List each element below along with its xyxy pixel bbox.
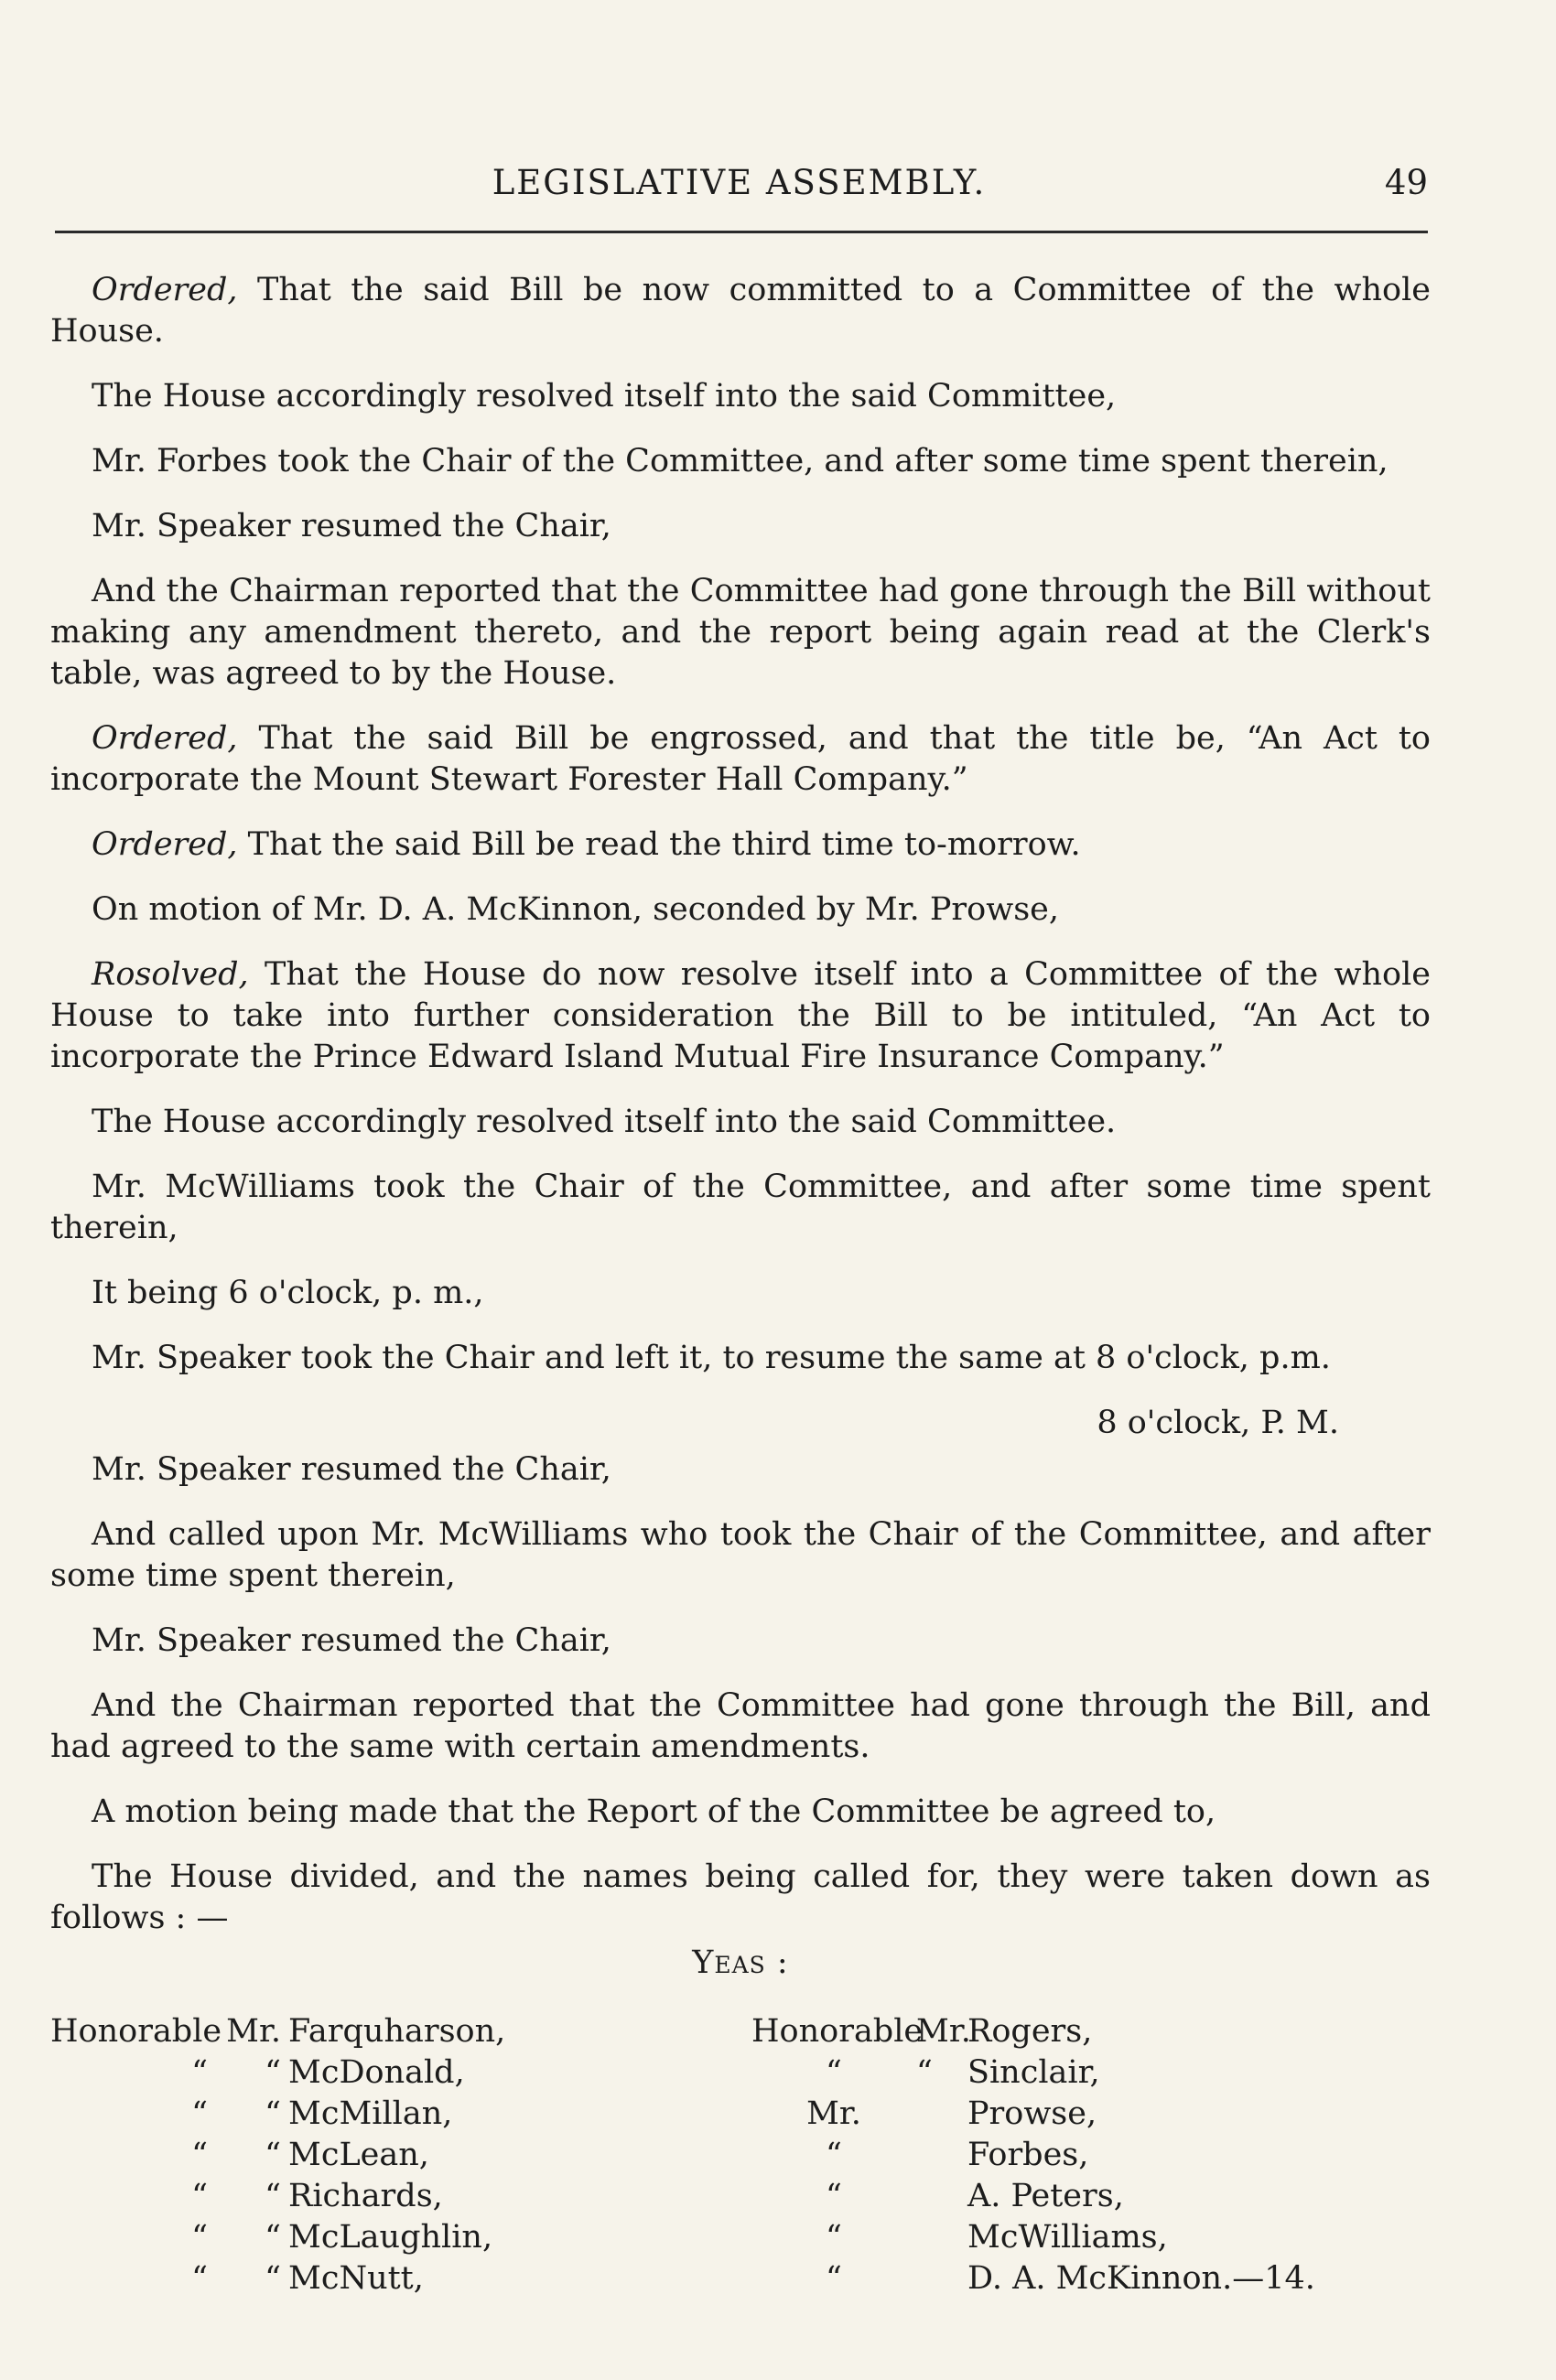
member-row [751, 2052, 1431, 2094]
paragraph: Mr. Speaker resumed the Chair, [92, 1451, 611, 1488]
member-row [751, 2094, 1431, 2135]
paragraph [50, 1167, 1431, 1249]
member-name: Prowse, [967, 2095, 1097, 2132]
member-row [50, 2258, 729, 2299]
member-name: D. A. McKinnon.—14. [967, 2260, 1315, 2297]
paragraph-text: The House accordingly resolved itself into the said Committee. [92, 1104, 1117, 1140]
member-prefix: “ [826, 2054, 842, 2091]
paragraph-lead: Ordered, [92, 720, 238, 757]
proceedings-part-1 [50, 270, 1431, 1379]
member-row [751, 2011, 1431, 2052]
member-prefix: “ [916, 2054, 933, 2091]
paragraph [50, 270, 1431, 352]
paragraph-text: The House accordingly resolved itself into the said Committee, [92, 378, 1117, 415]
paragraph [50, 824, 1431, 866]
member-name: McWilliams, [967, 2219, 1168, 2256]
paragraph-lead: Ordered, [92, 826, 238, 863]
journal-body [50, 270, 1431, 2299]
member-row [751, 2135, 1431, 2176]
member-prefix: “ [265, 2260, 281, 2297]
member-prefix: “ [265, 2137, 281, 2173]
paragraph [50, 441, 1431, 482]
member-prefix: “ [265, 2054, 281, 2091]
paragraph-lead: Rosolved, [92, 956, 249, 993]
member-name: McMillan, [288, 2095, 453, 2132]
paragraph-text: On motion of Mr. D. A. McKinnon, seconded by Mr. Prowse, [92, 891, 1059, 928]
running-title: LEGISLATIVE ASSEMBLY. [492, 163, 987, 202]
member-name: McLean, [288, 2137, 429, 2173]
member-prefix: “ [826, 2219, 842, 2256]
page-header [50, 163, 1428, 209]
paragraph: Mr. Speaker resumed the Chair, [92, 1622, 611, 1659]
member-row [50, 2135, 729, 2176]
member-prefix: Mr. [916, 2013, 971, 2050]
member-prefix [916, 2176, 967, 2217]
member-prefix: “ [265, 2095, 281, 2132]
member-prefix: “ [826, 2137, 842, 2173]
member-name: Rogers, [967, 2013, 1093, 2050]
member-name: Sinclair, [967, 2054, 1100, 2091]
paragraph [50, 1338, 1431, 1379]
member-row [751, 2217, 1431, 2258]
yeas-left-column [50, 2011, 729, 2299]
paragraph-text: Mr. Forbes took the Chair of the Committee, and after some time spent therein, [92, 443, 1389, 479]
paragraph: A motion being made that the Report of the Committee be agreed to, [92, 1793, 1216, 1830]
header-rule [55, 231, 1428, 233]
paragraph [50, 376, 1431, 417]
paragraph-text: Mr. Speaker resumed the Chair, [92, 508, 611, 544]
paragraph [50, 506, 1431, 547]
paragraph [50, 1273, 1431, 1314]
division-list [50, 2011, 1431, 2299]
member-row [50, 2176, 729, 2217]
member-prefix: “ [191, 2095, 208, 2132]
paragraph [50, 954, 1431, 1078]
member-row [50, 2052, 729, 2094]
member-row [751, 2176, 1431, 2217]
paragraph-lead: Ordered, [92, 272, 238, 308]
paragraph-text: That the said Bill be engrossed, and that the title be, “An Act to incorporate the Mount Stewart Forester Hall Company.” [50, 720, 1431, 798]
member-prefix: Mr. [226, 2013, 281, 2050]
member-name: Richards, [288, 2178, 443, 2214]
paragraph: And the Chairman reported that the Committee had gone through the Bill, and had agreed to the same with certain amendments. [50, 1687, 1431, 1765]
member-prefix: “ [191, 2260, 208, 2297]
time-heading: 8 o'clock, P. M. [1097, 1405, 1339, 1441]
member-row [50, 2011, 729, 2052]
member-name: McLaughlin, [288, 2219, 493, 2256]
paragraph-text: It being 6 o'clock, p. m., [92, 1275, 484, 1311]
member-prefix [916, 2258, 967, 2299]
member-name: McDonald, [288, 2054, 465, 2091]
member-prefix: Honorable [751, 2013, 924, 2050]
member-prefix: “ [191, 2054, 208, 2091]
paragraph [50, 889, 1431, 931]
member-prefix: “ [826, 2260, 842, 2297]
member-prefix [916, 2217, 967, 2258]
member-prefix: “ [191, 2137, 208, 2173]
member-prefix: “ [265, 2178, 281, 2214]
paragraph-text: That the said Bill be read the third time to-morrow. [237, 826, 1081, 863]
paragraph-text: Mr. McWilliams took the Chair of the Committee, and after some time spent therein, [50, 1168, 1431, 1246]
paragraph [50, 718, 1431, 801]
member-prefix: “ [265, 2219, 281, 2256]
member-prefix: “ [191, 2219, 208, 2256]
paragraph: And called upon Mr. McWilliams who took the Chair of the Committee, and after some time spent therein, [50, 1516, 1431, 1594]
member-name: A. Peters, [967, 2178, 1124, 2214]
member-row [751, 2258, 1431, 2299]
paragraph-text: That the said Bill be now committed to a Committee of the whole House. [50, 272, 1431, 350]
yeas-heading: Yeas : [692, 1944, 789, 1981]
yeas-right-column [729, 2011, 1431, 2299]
proceedings-part-2 [50, 1449, 1431, 1939]
member-prefix: Honorable [50, 2013, 222, 2050]
member-name: McNutt, [288, 2260, 424, 2297]
page-number: 49 [1384, 163, 1428, 202]
member-prefix: “ [826, 2178, 842, 2214]
member-prefix: Mr. [806, 2095, 861, 2132]
member-name: Forbes, [967, 2137, 1089, 2173]
member-name: Farquharson, [288, 2013, 506, 2050]
member-prefix [916, 2094, 967, 2135]
paragraph-text: Mr. Speaker took the Chair and left it, to resume the same at 8 o'clock, p.m. [92, 1340, 1331, 1376]
paragraph: The House divided, and the names being called for, they were taken down as follows : — [50, 1858, 1431, 1936]
paragraph-text: And the Chairman reported that the Committee had gone through the Bill without making any amendment thereto, and the report being again read at the Clerk's table, was agreed to by the House. [50, 573, 1431, 692]
paragraph [50, 1102, 1431, 1143]
member-row [50, 2217, 729, 2258]
member-prefix [916, 2135, 967, 2176]
member-row [50, 2094, 729, 2135]
paragraph [50, 571, 1431, 695]
member-prefix: “ [191, 2178, 208, 2214]
paragraph-text: That the House do now resolve itself into a Committee of the whole House to take into further consideration the Bill to be intituled, “An Act to incorporate the Prince Edward Island Mutual Fire Insurance Company.” [50, 956, 1431, 1075]
